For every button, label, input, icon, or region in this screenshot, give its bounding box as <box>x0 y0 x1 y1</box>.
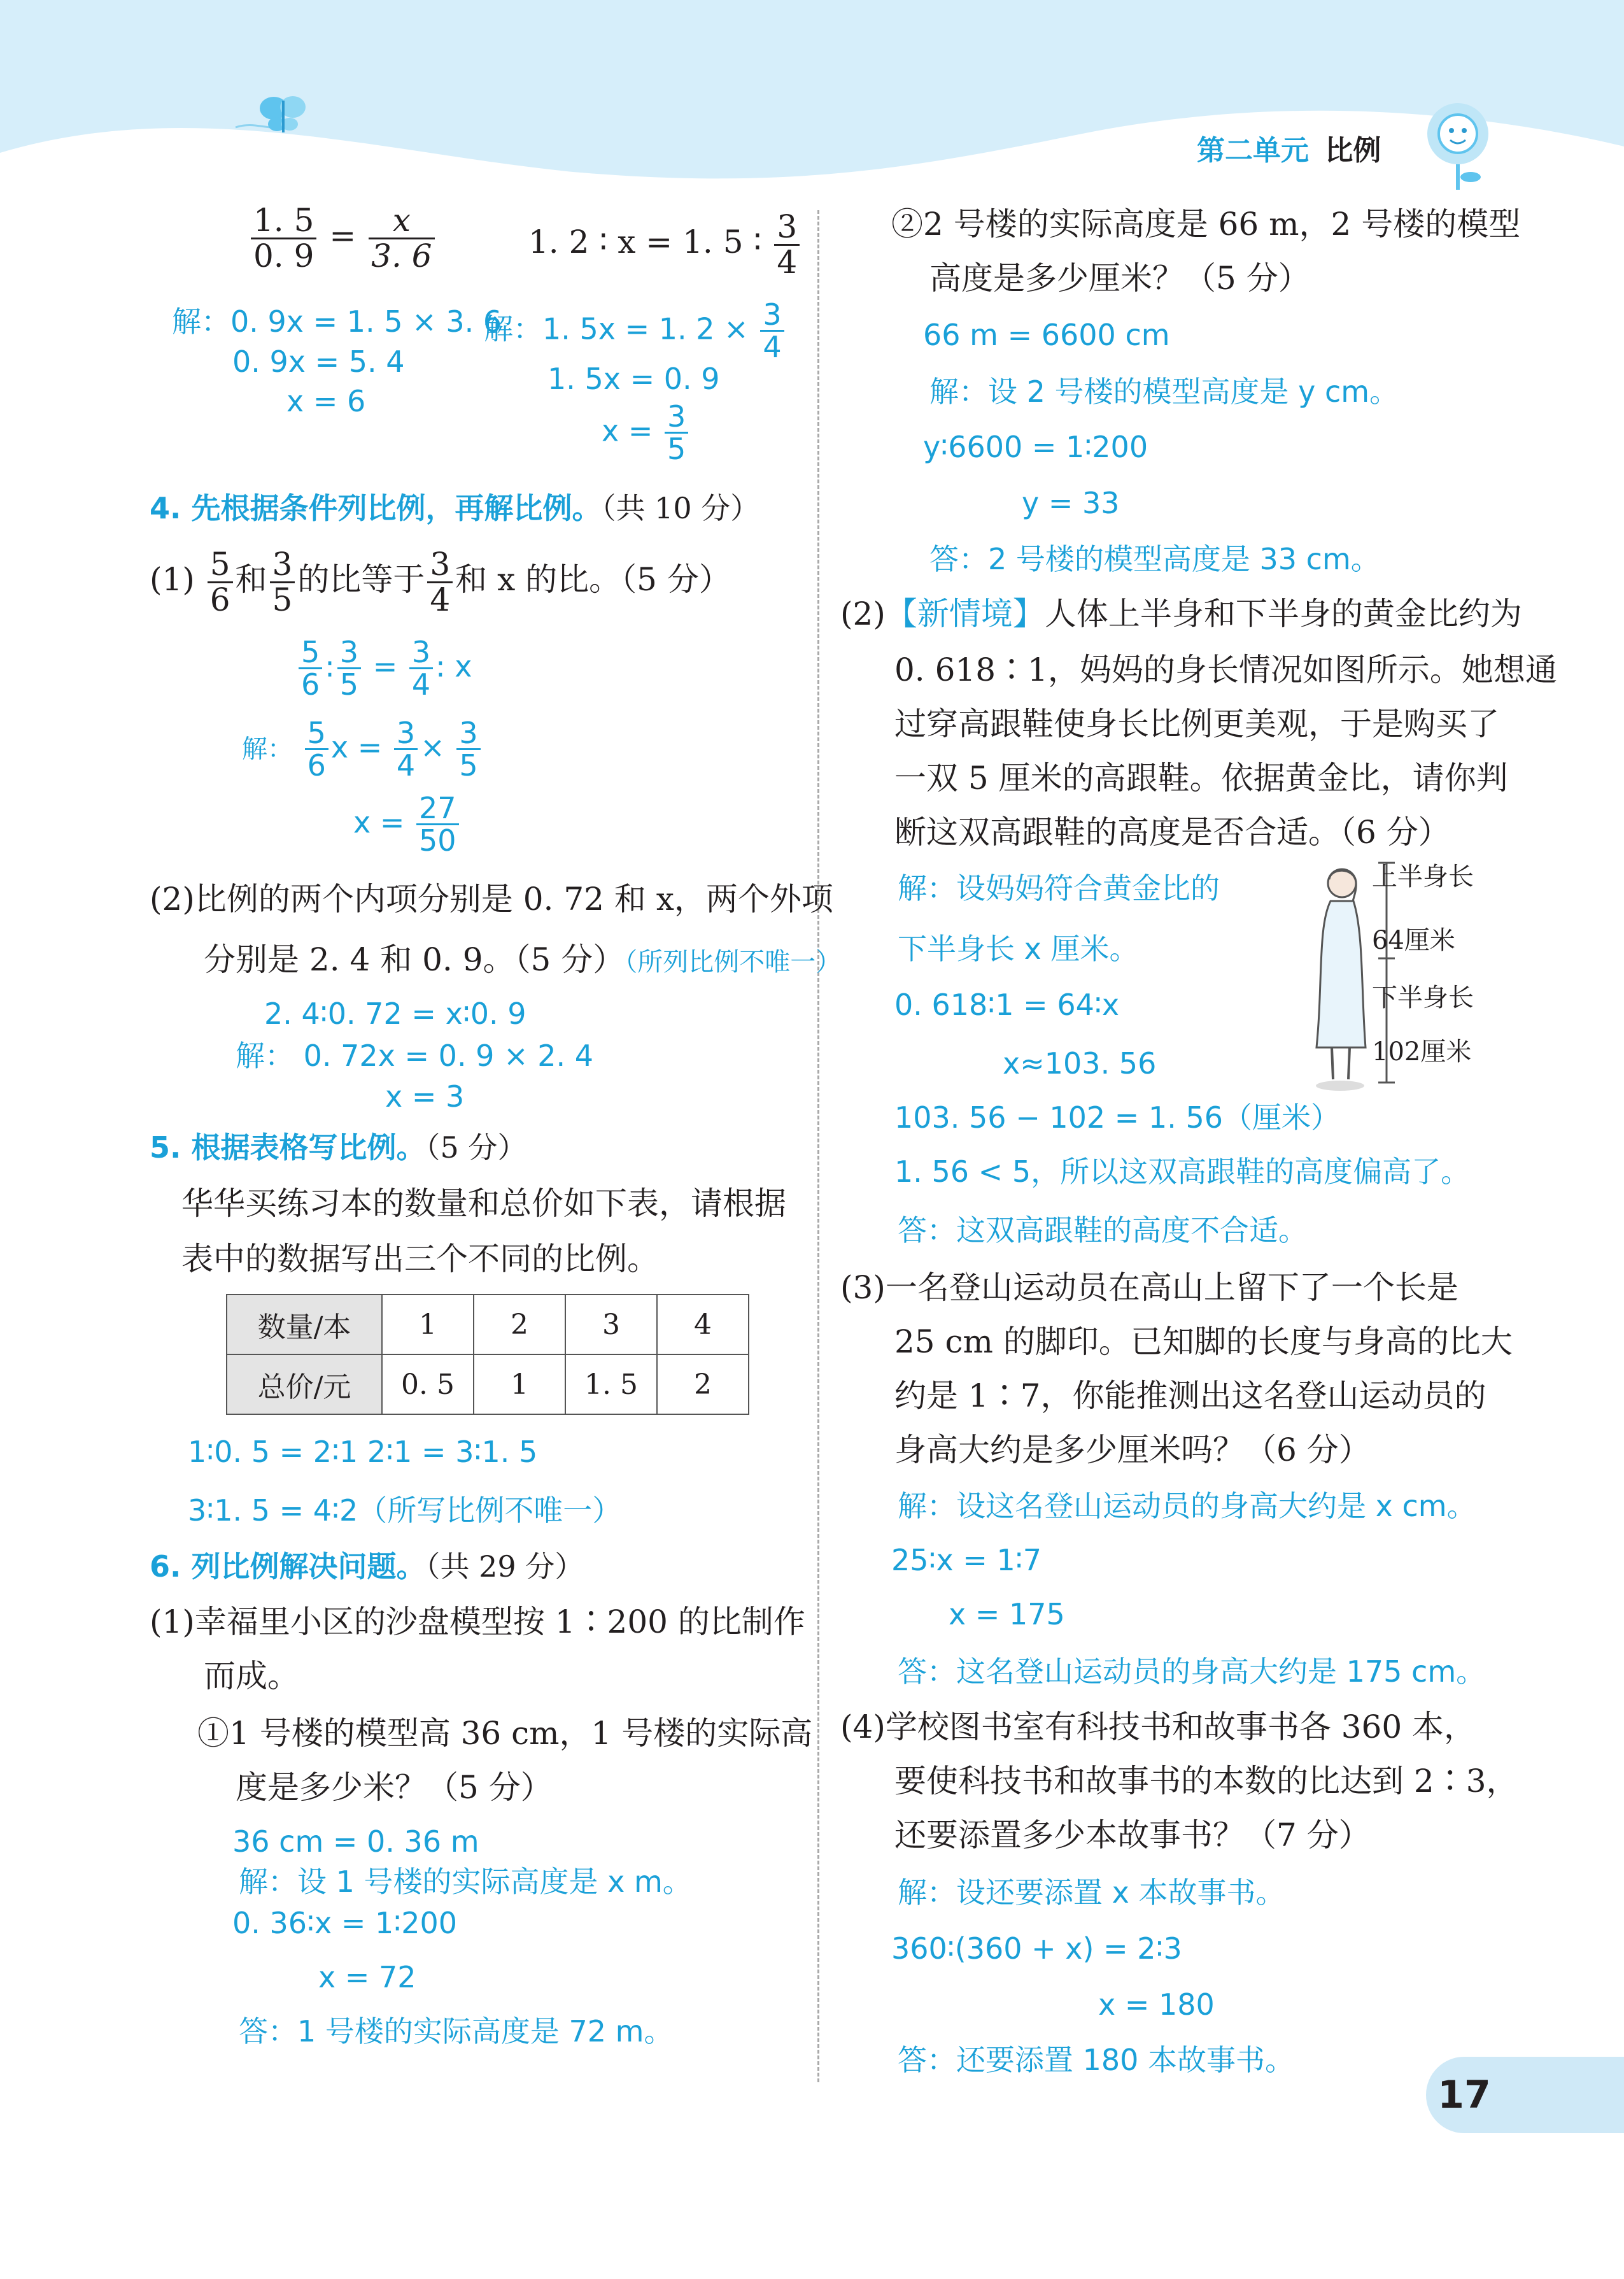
equation-2: 1. 2 ∶ x = 1. 5 ∶ $\frac{3}{4}$ <box>528 210 802 279</box>
table-cell: 1. 5 <box>565 1354 657 1414</box>
question-6-4-line-3: 还要添置多少本故事书？（7 分） <box>894 1817 1371 1854</box>
question-6-3-line-3: 约是 1∶7，你能推测出这名登山运动员的 <box>894 1377 1486 1414</box>
fraction: $\frac{3}{5}$ <box>665 401 688 465</box>
answer-6-2-line-2: 下半身长 x 厘米。 <box>898 932 1139 966</box>
question-6-1-line-2: 而成。 <box>204 1658 299 1694</box>
answer-4-2-line-2: 解： 0. 72x = 0. 9 × 2. 4 <box>236 1039 594 1073</box>
new-context-tag: 【新情境】 <box>885 595 1045 632</box>
question-6-3-line-2: 25 cm 的脚印。已知脚的长度与身高的比大 <box>894 1323 1513 1360</box>
answer-6-3-line-3: x = 175 <box>949 1597 1065 1631</box>
lower-body-value: 102厘米 <box>1372 1037 1472 1067</box>
answer-6-1a-line-4: x = 72 <box>318 1960 416 1994</box>
question-6-2-line-2: 0. 618∶1，妈妈的身长情况如图所示。她想通 <box>894 651 1557 688</box>
question-6-1a-line-1: ①1 号楼的模型高 36 cm，1 号楼的实际高 <box>197 1715 813 1752</box>
solution-1-line-3: x = 6 <box>286 384 366 418</box>
answer-4-1-solve: 解： $\frac{5}{6}$ x = $\frac{3}{4}$ × $\frac{3}{5}$ <box>242 718 483 781</box>
answer-6-4-line-3: x = 180 <box>1098 1987 1215 2022</box>
price-table <box>226 1294 749 1415</box>
question-6-2-line-3: 过穿高跟鞋使身长比例更美观，于是购买了 <box>894 706 1499 742</box>
table-row <box>227 1295 749 1354</box>
answer-4-2-line-1: 2. 4∶0. 72 = x∶0. 9 <box>264 997 526 1031</box>
table-cell: 0. 5 <box>382 1354 474 1414</box>
question-6-3-line-4: 身高大约是多少厘米吗？（6 分） <box>894 1431 1371 1468</box>
answer-6-3-line-2: 25∶x = 1∶7 <box>891 1543 1042 1577</box>
answer-6-2-line-7: 答：这双高跟鞋的高度不合适。 <box>898 1213 1308 1247</box>
answer-6-1b-line-4: y = 33 <box>1022 486 1120 520</box>
flower-icon <box>1420 96 1502 194</box>
header-banner <box>0 0 1624 210</box>
answer-5-line-1: 1∶0. 5 = 2∶1 2∶1 = 3∶1. 5 <box>188 1435 538 1469</box>
question-6-1b-line-2: 高度是多少厘米？（5 分） <box>929 260 1310 297</box>
equation-1: $\frac{1. 5}{0. 9}$ = $\frac{x}{3. 6}$ <box>248 204 437 273</box>
butterfly-icon <box>251 89 315 143</box>
answer-6-3-line-4: 答：这名登山运动员的身高大约是 175 cm。 <box>898 1654 1486 1689</box>
table-cell: 数量/本 <box>227 1295 382 1354</box>
table-cell: 2 <box>474 1295 565 1354</box>
answer-4-1-result: x = $\frac{27}{50}$ <box>353 793 462 856</box>
table-cell: 1 <box>382 1295 474 1354</box>
answer-6-1a-line-5: 答：1 号楼的实际高度是 72 m。 <box>239 2014 674 2048</box>
answer-6-2-line-4: x≈103. 56 <box>1003 1046 1157 1081</box>
answer-6-4-line-4: 答：还要添置 180 本故事书。 <box>898 2043 1295 2077</box>
answer-6-3-line-1: 解：设这名登山运动员的身高大约是 x cm。 <box>898 1489 1476 1523</box>
answer-4-2-line-3: x = 3 <box>385 1079 465 1114</box>
question-4-2-line-1: (2)比例的两个内项分别是 0. 72 和 x，两个外项 <box>150 881 833 918</box>
header-wave <box>0 0 1624 210</box>
table-cell: 2 <box>657 1354 749 1414</box>
answer-6-1a-line-2: 解：设 1 号楼的实际高度是 x m。 <box>239 1864 692 1899</box>
column-divider <box>817 210 819 2082</box>
answer-6-1b-line-5: 答：2 号楼的模型高度是 33 cm。 <box>929 542 1380 576</box>
fraction: $\frac{3}{4}$ <box>427 548 453 616</box>
question-6-3-line-1: (3)一名登山运动员在高山上留下了一个长是 <box>840 1269 1458 1306</box>
answer-6-4-line-1: 解：设还要添置 x 本故事书。 <box>898 1875 1285 1910</box>
question-6-1-line-1: (1)幸福里小区的沙盘模型按 1∶200 的比制作 <box>150 1603 805 1640</box>
answer-6-1b-line-3: y∶6600 = 1∶200 <box>923 430 1148 464</box>
solution-2-line-2: 1. 5x = 0. 9 <box>547 362 720 396</box>
answer-6-2-line-5: 103. 56 − 102 = 1. 56（厘米） <box>894 1100 1340 1135</box>
question-6-4-line-1: (4)学校图书室有科技书和故事书各 360 本， <box>840 1708 1476 1745</box>
answer-6-1a-line-3: 0. 36∶x = 1∶200 <box>232 1906 458 1940</box>
question-6-4-line-2: 要使科技书和故事书的本数的比达到 2∶3， <box>894 1763 1518 1800</box>
fraction: $\frac{1. 5}{0. 9}$ <box>251 204 316 273</box>
solution-2-line-1: 解：1. 5x = 1. 2 × $\frac{3}{4}$ <box>484 299 787 363</box>
table-cell: 4 <box>657 1295 749 1354</box>
solution-1-line-1: 解：0. 9x = 1. 5 × 3. 6 <box>172 304 502 339</box>
upper-body-label: 上半身长 <box>1372 862 1474 891</box>
mother-figure <box>1305 856 1547 1092</box>
solution-2-line-3: x = $\frac{3}{5}$ <box>602 401 691 465</box>
fraction: $\frac{3}{5}$ <box>270 548 295 616</box>
solution-1-line-2: 0. 9x = 5. 4 <box>232 344 405 379</box>
answer-6-1b-line-1: 66 m = 6600 cm <box>923 318 1170 352</box>
table-cell: 3 <box>565 1295 657 1354</box>
question-5-heading: 5. 根据表格写比例。（5 分） <box>150 1130 527 1165</box>
answer-6-1b-line-2: 解：设 2 号楼的模型高度是 y cm。 <box>929 374 1399 409</box>
upper-body-value: 64厘米 <box>1372 926 1455 955</box>
question-5-line-1: 华华买练习本的数量和总价如下表，请根据 <box>181 1185 786 1222</box>
question-6-1a-line-2: 度是多少米？（5 分） <box>236 1769 553 1806</box>
question-6-1b-line-1: ②2 号楼的实际高度是 66 m，2 号楼的模型 <box>891 206 1521 243</box>
question-4-1: (1) $\frac{5}{6}$ 和 $\frac{3}{5}$ 的比等于 $\frac{3}{4}$ 和 x 的比。（5 分） <box>150 546 731 618</box>
table-row <box>227 1354 749 1414</box>
lower-body-label: 下半身长 <box>1372 983 1474 1012</box>
question-4-heading: 4. 先根据条件列比例，再解比例。（共 10 分） <box>150 491 760 525</box>
question-6-2-line-5: 断这双高跟鞋的高度是否合适。（6 分） <box>894 814 1450 851</box>
table-cell: 1 <box>474 1354 565 1414</box>
answer-6-2-line-1: 解：设妈妈符合黄金比的 <box>898 871 1220 905</box>
answer-6-2-line-3: 0. 618∶1 = 64∶x <box>894 988 1120 1022</box>
answer-5-line-2: 3∶1. 5 = 4∶2（所写比例不唯一） <box>188 1493 622 1528</box>
question-4-2-line-2: 分别是 2. 4 和 0. 9。（5 分）（所列比例不唯一） <box>204 941 842 978</box>
fraction: $\frac{5}{6}$ <box>208 548 233 616</box>
topic-label: 比例 <box>1325 134 1381 167</box>
unit-title <box>1197 127 1381 168</box>
answer-6-1a-line-1: 36 cm = 0. 36 m <box>232 1824 479 1859</box>
fraction: $\frac{3}{4}$ <box>760 299 784 363</box>
answer-4-1-ratio: $\frac{5}{6}$ : $\frac{3}{5}$ = $\frac{3}{4}$ : x <box>296 637 472 700</box>
table-cell: 总价/元 <box>227 1354 382 1414</box>
answer-note: （所列比例不唯一） <box>625 948 842 977</box>
unit-label: 第二单元 <box>1197 134 1309 167</box>
fraction: $\frac{x}{3. 6}$ <box>369 204 434 273</box>
answer-6-4-line-2: 360∶(360 + x) = 2∶3 <box>891 1931 1182 1966</box>
question-5-line-2: 表中的数据写出三个不同的比例。 <box>181 1240 659 1277</box>
page-number: 17 <box>1437 2073 1491 2117</box>
fraction: $\frac{3}{4}$ <box>774 210 800 279</box>
question-6-heading: 6. 列比例解决问题。（共 29 分） <box>150 1549 584 1584</box>
answer-6-2-line-6: 1. 56 < 5，所以这双高跟鞋的高度偏高了。 <box>894 1154 1471 1189</box>
question-6-2-line-4: 一双 5 厘米的高跟鞋。依据黄金比，请你判 <box>894 760 1508 797</box>
question-6-2-line-1: (2)【新情境】人体上半身和下半身的黄金比约为 <box>840 595 1522 632</box>
